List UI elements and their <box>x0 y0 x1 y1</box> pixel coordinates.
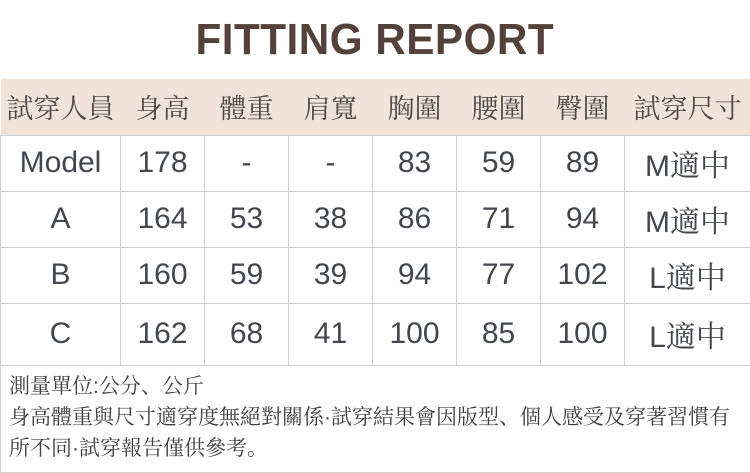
cell-person: Model <box>1 135 121 191</box>
cell-hip: 102 <box>541 247 625 303</box>
measurement-unit-note: 測量單位:公分、公斤 <box>9 371 742 402</box>
table-row-b <box>1 247 750 303</box>
cell-shoulder: 39 <box>289 247 373 303</box>
column-header-fitting-size: 試穿尺寸 <box>625 79 750 135</box>
cell-chest: 100 <box>373 303 457 365</box>
cell-waist: 59 <box>457 135 541 191</box>
column-header-chest: 胸圍 <box>373 79 457 135</box>
cell-weight: - <box>205 135 289 191</box>
column-header-hip: 臀圍 <box>541 79 625 135</box>
cell-person: C <box>1 303 121 365</box>
table-row-c <box>1 303 750 365</box>
table-footnote <box>1 365 750 472</box>
table-row-a <box>1 191 750 247</box>
cell-waist: 85 <box>457 303 541 365</box>
cell-chest: 86 <box>373 191 457 247</box>
cell-person: A <box>1 191 121 247</box>
cell-chest: 94 <box>373 247 457 303</box>
cell-waist: 77 <box>457 247 541 303</box>
cell-weight: 68 <box>205 303 289 365</box>
page-title: FITTING REPORT <box>196 15 555 65</box>
cell-weight: 59 <box>205 247 289 303</box>
cell-height: 164 <box>121 191 205 247</box>
cell-fitting-size: L適中 <box>625 247 750 303</box>
cell-height: 178 <box>121 135 205 191</box>
cell-waist: 71 <box>457 191 541 247</box>
cell-shoulder: 41 <box>289 303 373 365</box>
fitting-report-table <box>0 79 750 473</box>
cell-fitting-size: M適中 <box>625 135 750 191</box>
cell-shoulder: 38 <box>289 191 373 247</box>
title-bar <box>0 0 750 79</box>
cell-weight: 53 <box>205 191 289 247</box>
column-header-height: 身高 <box>121 79 205 135</box>
table-row-model <box>1 135 750 191</box>
column-header-weight: 體重 <box>205 79 289 135</box>
table-footnote-row <box>1 365 750 472</box>
cell-fitting-size: M適中 <box>625 191 750 247</box>
column-header-waist: 腰圍 <box>457 79 541 135</box>
cell-hip: 100 <box>541 303 625 365</box>
cell-height: 160 <box>121 247 205 303</box>
cell-height: 162 <box>121 303 205 365</box>
cell-hip: 94 <box>541 191 625 247</box>
cell-shoulder: - <box>289 135 373 191</box>
column-header-person: 試穿人員 <box>1 79 121 135</box>
cell-person: B <box>1 247 121 303</box>
cell-fitting-size: L適中 <box>625 303 750 365</box>
cell-hip: 89 <box>541 135 625 191</box>
fitting-disclaimer: 身高體重與尺寸適穿度無絕對關係·試穿結果會因版型、個人感受及穿著習慣有所不同·試穿報告僅供參考。 <box>9 402 742 464</box>
table-header-row <box>1 79 750 135</box>
column-header-shoulder: 肩寬 <box>289 79 373 135</box>
cell-chest: 83 <box>373 135 457 191</box>
